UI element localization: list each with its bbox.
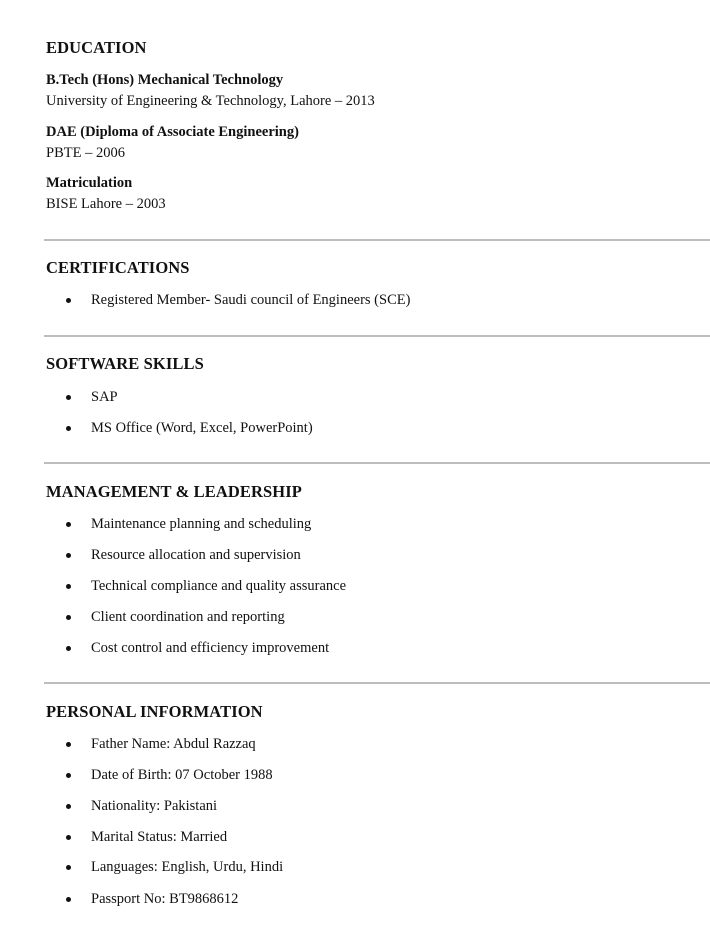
list-item-text: Resource allocation and supervision xyxy=(91,547,301,563)
bullet-icon xyxy=(66,865,71,870)
list-item-text: MS Office (Word, Excel, PowerPoint) xyxy=(91,420,313,436)
list-item xyxy=(66,640,329,657)
education-institution: PBTE – 2006 xyxy=(46,145,125,161)
list-item xyxy=(66,516,311,533)
list-item xyxy=(66,578,346,595)
list-item xyxy=(66,547,301,564)
list-item xyxy=(66,798,217,815)
list-item xyxy=(66,420,313,437)
certifications-heading: CERTIFICATIONS xyxy=(46,258,190,277)
list-item xyxy=(66,609,285,626)
bullet-icon xyxy=(66,615,71,620)
bullet-icon xyxy=(66,804,71,809)
list-item xyxy=(66,891,238,908)
bullet-icon xyxy=(66,522,71,527)
management-heading: MANAGEMENT & LEADERSHIP xyxy=(46,482,302,501)
education-heading: EDUCATION xyxy=(46,38,147,57)
list-item-text: Passport No: BT9868612 xyxy=(91,891,239,907)
bullet-icon xyxy=(66,835,71,840)
section-divider xyxy=(44,462,710,464)
list-item xyxy=(66,859,283,876)
bullet-icon xyxy=(66,897,71,902)
education-institution: University of Engineering & Technology, Lahore – 2013 xyxy=(46,93,375,109)
list-item-text: Father Name: Abdul Razzaq xyxy=(91,736,256,752)
bullet-icon xyxy=(66,584,71,589)
bullet-icon xyxy=(66,298,71,303)
bullet-icon xyxy=(66,553,71,558)
bullet-icon xyxy=(66,395,71,400)
software-skills-heading: SOFTWARE SKILLS xyxy=(46,354,204,373)
education-degree: Matriculation xyxy=(46,175,133,191)
list-item-text: Date of Birth: 07 October 1988 xyxy=(91,767,273,783)
list-item-text: Technical compliance and quality assurance xyxy=(91,578,347,594)
list-item xyxy=(66,389,118,406)
list-item-text: Registered Member- Saudi council of Engineers (SCE) xyxy=(91,292,411,308)
list-item xyxy=(66,767,273,784)
education-degree: B.Tech (Hons) Mechanical Technology xyxy=(46,72,284,88)
bullet-icon xyxy=(66,773,71,778)
list-item-text: Cost control and efficiency improvement xyxy=(91,640,330,656)
personal-info-heading: PERSONAL INFORMATION xyxy=(46,702,263,721)
list-item-text: Marital Status: Married xyxy=(91,829,228,845)
bullet-icon xyxy=(66,742,71,747)
list-item xyxy=(66,736,256,753)
list-item-text: Client coordination and reporting xyxy=(91,609,285,625)
bullet-icon xyxy=(66,426,71,431)
list-item-text: Maintenance planning and scheduling xyxy=(91,516,312,532)
education-institution: BISE Lahore – 2003 xyxy=(46,196,166,212)
list-item-text: Languages: English, Urdu, Hindi xyxy=(91,859,284,875)
section-divider xyxy=(44,682,710,684)
bullet-icon xyxy=(66,646,71,651)
education-degree: DAE (Diploma of Associate Engineering) xyxy=(46,124,299,140)
list-item-text: Nationality: Pakistani xyxy=(91,798,218,814)
section-divider xyxy=(44,335,710,337)
list-item xyxy=(66,292,410,309)
section-divider xyxy=(44,239,710,241)
list-item-text: SAP xyxy=(91,389,118,405)
list-item xyxy=(66,829,227,846)
